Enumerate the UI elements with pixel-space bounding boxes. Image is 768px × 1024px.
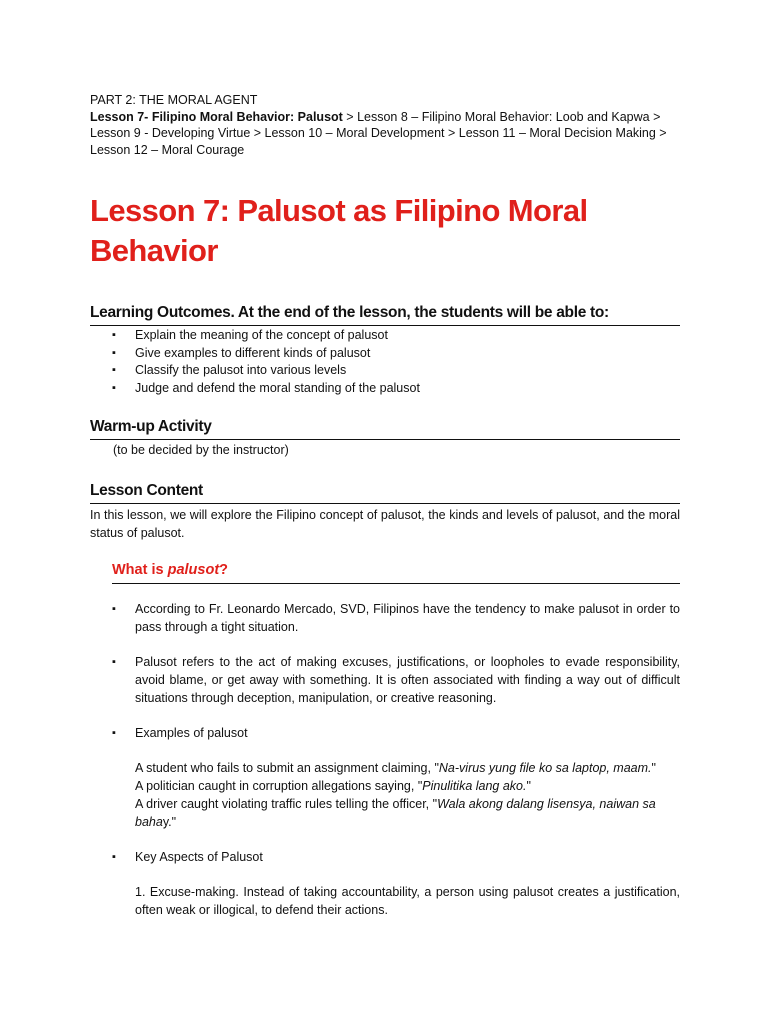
subheading-italic: palusot: [167, 561, 220, 578]
content-points: [90, 600, 680, 742]
what-is-palusot-heading: [112, 562, 680, 584]
list-item: ▪ According to Fr. Leonardo Mercado, SVD, Filipinos have the tendency to make palusot in order to pass through a tight situation.: [90, 600, 680, 636]
example-quote: Wala akong dalang lisensya, naiwan sa baha: [135, 796, 656, 829]
breadcrumb-rest-1: > Lesson 8 – Filipino Moral Behavior: Loob and Kapwa >: [342, 109, 661, 124]
example-tail: ": [526, 778, 531, 793]
example-tail: y.": [162, 814, 177, 829]
warmup-text: (to be decided by the instructor): [113, 443, 289, 457]
key-aspects-list: [90, 848, 680, 866]
list-item: ▪ Examples of palusot: [90, 724, 680, 742]
example-quote: Na-virus yung file ko sa laptop, maam.: [438, 760, 652, 775]
part-label: PART 2: THE MORAL AGENT: [90, 93, 258, 107]
example-politician: [135, 777, 680, 795]
list-item: ▪ Judge and defend the moral standing of the palusot: [90, 380, 680, 398]
list-item: ▪ Give examples to different kinds of palusot: [90, 345, 680, 363]
example-quote: Pinulitika lang ako.: [422, 778, 527, 793]
lesson-title: Lesson 7: Palusot as Filipino Moral Behavior: [90, 193, 588, 268]
example-driver: [135, 795, 680, 831]
document-page: [90, 92, 680, 919]
breadcrumb: [90, 109, 680, 126]
subheading-suffix: ?: [219, 561, 229, 578]
aspect-excuse-making: 1. Excuse-making. Instead of taking accountability, a person using palusot creates a justification, often weak or illogical, to defend their actions.: [135, 884, 680, 917]
list-item: ▪ Key Aspects of Palusot: [90, 848, 680, 866]
subheading-prefix: What is: [112, 561, 168, 578]
examples-block: [135, 759, 680, 831]
breadcrumb-line-3: Lesson 12 – Moral Courage: [90, 142, 245, 157]
warmup-heading: Warm-up Activity: [90, 418, 680, 440]
example-tail: ": [651, 760, 656, 775]
list-item: ▪ Classify the palusot into various levels: [90, 362, 680, 380]
list-item: ▪ Explain the meaning of the concept of palusot: [90, 327, 680, 345]
content-intro: In this lesson, we will explore the Filipino concept of palusot, the kinds and levels of palusot, and the moral status of palusot.: [90, 507, 680, 540]
example-lead: A student who fails to submit an assignment claiming, ": [135, 760, 439, 775]
list-item: ▪ Palusot refers to the act of making excuses, justifications, or loopholes to evade responsibility, avoid blame, or get away with something. It is often associated with finding a way out of difficult situations through deception, manipulation, or creative reasoning.: [90, 653, 680, 707]
example-lead: A politician caught in corruption allegations saying, ": [135, 778, 423, 793]
breadcrumb-line-2: Lesson 9 - Developing Virtue > Lesson 10 – Moral Development > Lesson 11 – Moral Decision Making >: [90, 126, 667, 140]
example-student: [135, 759, 680, 777]
content-heading: Lesson Content: [90, 482, 680, 504]
breadcrumb-current: Lesson 7- Filipino Moral Behavior: Palusot: [90, 109, 343, 124]
example-lead: A driver caught violating traffic rules telling the officer, ": [135, 796, 438, 811]
outcomes-list: [90, 327, 680, 397]
outcomes-heading: Learning Outcomes. At the end of the lesson, the students will be able to:: [90, 304, 680, 326]
